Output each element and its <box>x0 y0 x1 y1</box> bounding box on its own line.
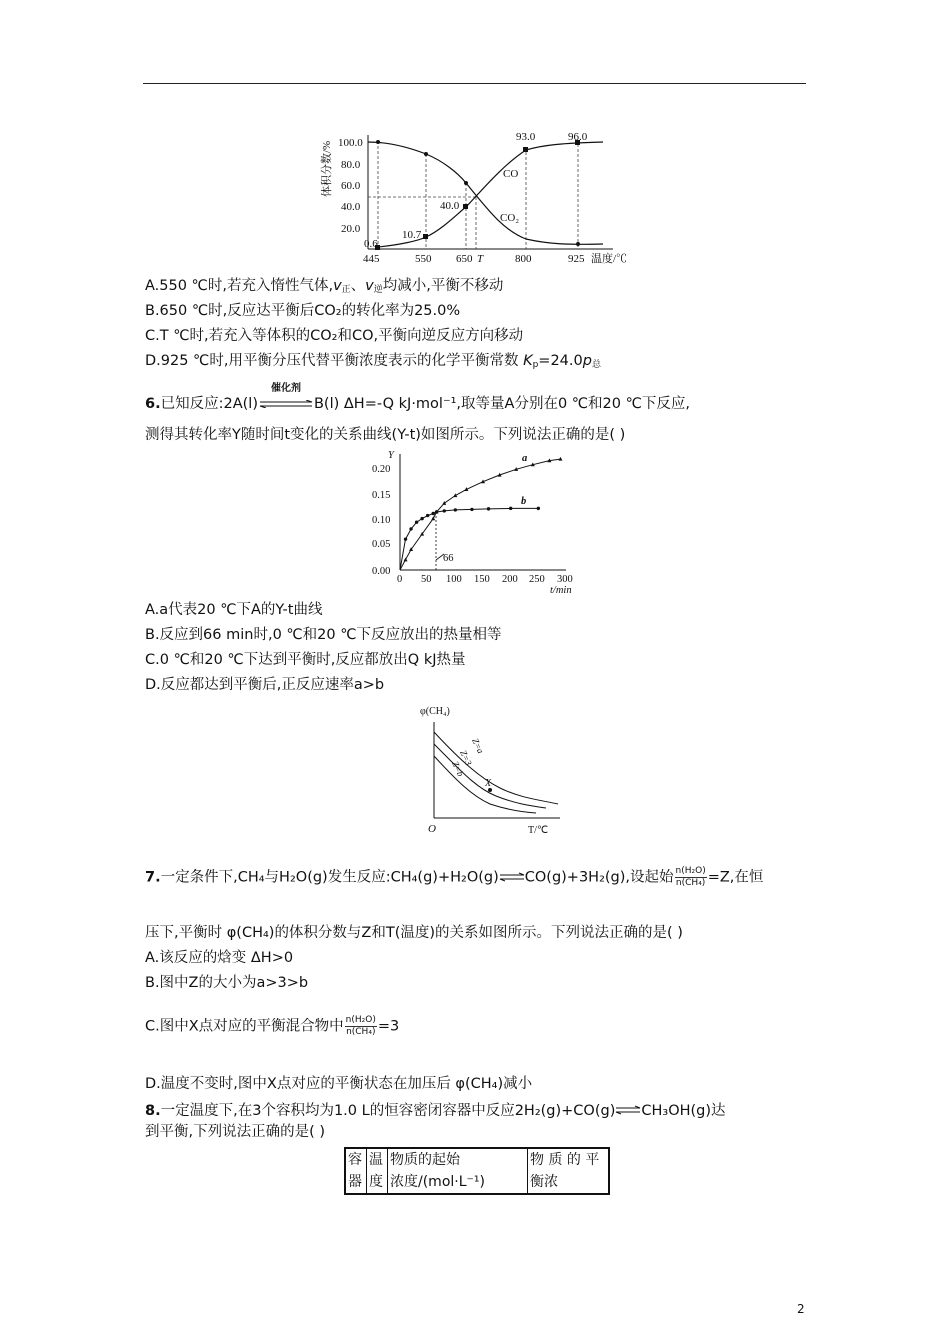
q8-stem-line1: 8.一定温度下,在3个容积均为1.0 L的恒容密闭容器中反应2H₂(g)+CO(g) CH₃OH(g)达 <box>145 1103 726 1119</box>
fig1-ytick: 100.0 <box>338 137 363 149</box>
chart2-ytick: 0.10 <box>372 515 391 526</box>
fig3-curve-label: Z=3 <box>458 748 474 767</box>
data-point-a <box>558 457 562 461</box>
q6-stem-line1: 6.已知反应:2A(l) 催化剂 B(l) ΔH=-Q kJ·mol⁻¹,取等量A分别在0 ℃和20 ℃下反应, <box>145 383 691 412</box>
chart2-xtick: 0 <box>397 574 403 585</box>
chart2-xtick: 250 <box>529 574 545 585</box>
chart2-ytick: 0.00 <box>372 566 391 577</box>
fig3-point-label: X <box>485 778 492 789</box>
table-cell: 物质的起始 浓度/(mol·L⁻¹) <box>388 1148 528 1194</box>
chart2-xtick: 100 <box>446 574 462 585</box>
fig1-ytick: 60.0 <box>341 180 361 192</box>
q7-option-b: B.图中Z的大小为a>3>b <box>145 975 309 991</box>
fig1-xtick: 925 <box>568 253 585 265</box>
page-number: 2 <box>797 1302 805 1316</box>
series-line-b <box>400 508 538 570</box>
chart2-annotation: 66 <box>443 553 454 564</box>
fig1-xlabel: 温度/℃ <box>591 253 628 265</box>
series-label-a: a <box>522 453 528 464</box>
fig3-origin: O <box>428 823 436 835</box>
table-cell: 温 度 <box>367 1148 388 1194</box>
fig3-xlabel: T/℃ <box>528 825 549 836</box>
table-cell: 物 质 的 平 衡浓 <box>528 1148 610 1194</box>
chart2-xtick: 200 <box>502 574 518 585</box>
fig3-curve-label: Z=a <box>470 736 486 755</box>
q6-option-a: A.a代表20 ℃下A的Y-t曲线 <box>145 602 323 618</box>
fig1-co-label: CO <box>503 168 519 180</box>
series-label-b: b <box>521 496 527 507</box>
fig1-value-label: 40.0 <box>440 200 460 212</box>
figure-co-co2-volume-fraction <box>318 125 638 265</box>
data-point-b <box>487 507 490 510</box>
data-point-b <box>432 512 435 515</box>
fig1-co2-label: CO₂ <box>500 212 520 224</box>
data-point-b <box>415 521 418 524</box>
q7-option-d: D.温度不变时,图中X点对应的平衡状态在加压后 φ(CH₄)减小 <box>145 1076 533 1092</box>
data-point-b <box>409 527 412 530</box>
data-point-b <box>426 514 429 517</box>
fig1-ylabel: 体积分数/% <box>321 140 333 197</box>
chart2-ylabel: Y <box>388 450 394 461</box>
table-cell: 容 器 <box>345 1148 367 1194</box>
header-rule <box>143 83 806 84</box>
table-row <box>345 1148 609 1194</box>
equilibrium-arrow-icon <box>615 1105 641 1115</box>
equilibrium-arrow-icon <box>499 872 525 882</box>
q8-table <box>344 1147 610 1195</box>
q7-stem-line1: 7.一定条件下,CH₄与H₂O(g)发生反应:CH₄(g)+H₂O(g) CO(g)+3H₂(g),设起始 $\frac{\text{n(H₂O)}}{\text{n(CH₄)}}$ =Z,在恒 <box>145 866 764 888</box>
fig1-ytick: 80.0 <box>341 159 361 171</box>
ratio-fraction: $\frac{\text{n(H₂O)}}{\text{n(CH₄)}}$ <box>345 1015 376 1037</box>
fig1-value-label: 10.7 <box>402 229 422 241</box>
fig3-curve-label: Z=b <box>450 759 466 778</box>
chart2-xtick: 150 <box>474 574 490 585</box>
q7-option-a: A.该反应的焓变 ΔH>0 <box>145 950 294 966</box>
data-point-b <box>454 508 457 511</box>
q5-option-a: A.550 ℃时,若充入惰性气体$,v_正$、$v_逆$均减小,平衡不移动 <box>145 278 504 295</box>
chart2-ytick: 0.05 <box>372 539 391 550</box>
chart2-xtick: 50 <box>421 574 432 585</box>
chart2-xlabel: t/min <box>550 585 572 596</box>
chart2-ytick: 0.20 <box>372 464 391 475</box>
yt-chart <box>366 448 586 598</box>
data-point-b <box>537 507 540 510</box>
chart2-ytick: 0.15 <box>372 490 391 501</box>
q6-option-c: C.0 ℃和20 ℃下达到平衡时,反应都放出Q kJ热量 <box>145 652 466 668</box>
data-point-b <box>420 517 423 520</box>
q5-option-c: C.T ℃时,若充入等体积的CO₂和CO,平衡向逆反应方向移动 <box>145 328 524 344</box>
equilibrium-arrow-icon <box>258 400 314 408</box>
figure-ch4-fraction <box>420 700 570 840</box>
fig1-value-label: 96.0 <box>568 131 588 143</box>
q7-option-c: C.图中X点对应的平衡混合物中 $\frac{\text{n(H₂O)}}{\text{n(CH₄)}}$ =3 <box>145 1015 400 1037</box>
fig1-ytick: 40.0 <box>341 201 361 213</box>
q6-stem-line2: 测得其转化率Y随时间t变化的关系曲线(Y-t)如图所示。下列说法正确的是( ) <box>145 427 626 443</box>
q8-stem-line2: 到平衡,下列说法正确的是( ) <box>145 1124 326 1140</box>
fig1-xtick: 650 <box>456 253 473 265</box>
data-point-b <box>470 508 473 511</box>
series-line-a <box>400 459 561 570</box>
fig3-ylabel: φ(CH₄) <box>420 706 450 717</box>
q5-option-d: D.925 ℃时,用平衡分压代替平衡浓度表示的化学平衡常数 $K_p=24.0p_总$ <box>145 353 601 370</box>
data-point-b <box>404 537 407 540</box>
chart2-xtick: 300 <box>557 574 573 585</box>
q6-option-d: D.反应都达到平衡后,正反应速率a>b <box>145 677 385 693</box>
data-point-a <box>431 516 435 520</box>
fig1-xtick: 800 <box>515 253 532 265</box>
q7-stem-line2: 压下,平衡时 φ(CH₄)的体积分数与Z和T(温度)的关系如图所示。下列说法正确的是( ) <box>145 925 683 941</box>
catalyst-arrow: 催化剂 <box>258 384 314 414</box>
data-point-a <box>442 501 446 505</box>
fig1-ytick: 20.0 <box>341 223 361 235</box>
fig1-xtick: T <box>477 253 484 265</box>
data-point-b <box>435 510 438 513</box>
fig1-value-label: 93.0 <box>516 131 536 143</box>
ratio-fraction: $\frac{\text{n(H₂O)}}{\text{n(CH₄)}}$ <box>675 866 706 888</box>
fig1-xtick: 550 <box>415 253 432 265</box>
data-point-b <box>443 509 446 512</box>
data-point-b <box>509 507 512 510</box>
fig1-value-label: 0.6 <box>364 238 378 250</box>
q6-option-b: B.反应到66 min时,0 ℃和20 ℃下反应放出的热量相等 <box>145 627 502 643</box>
fig1-xtick: 445 <box>363 253 380 265</box>
q5-option-b: B.650 ℃时,反应达平衡后CO₂的转化率为25.0% <box>145 303 461 319</box>
